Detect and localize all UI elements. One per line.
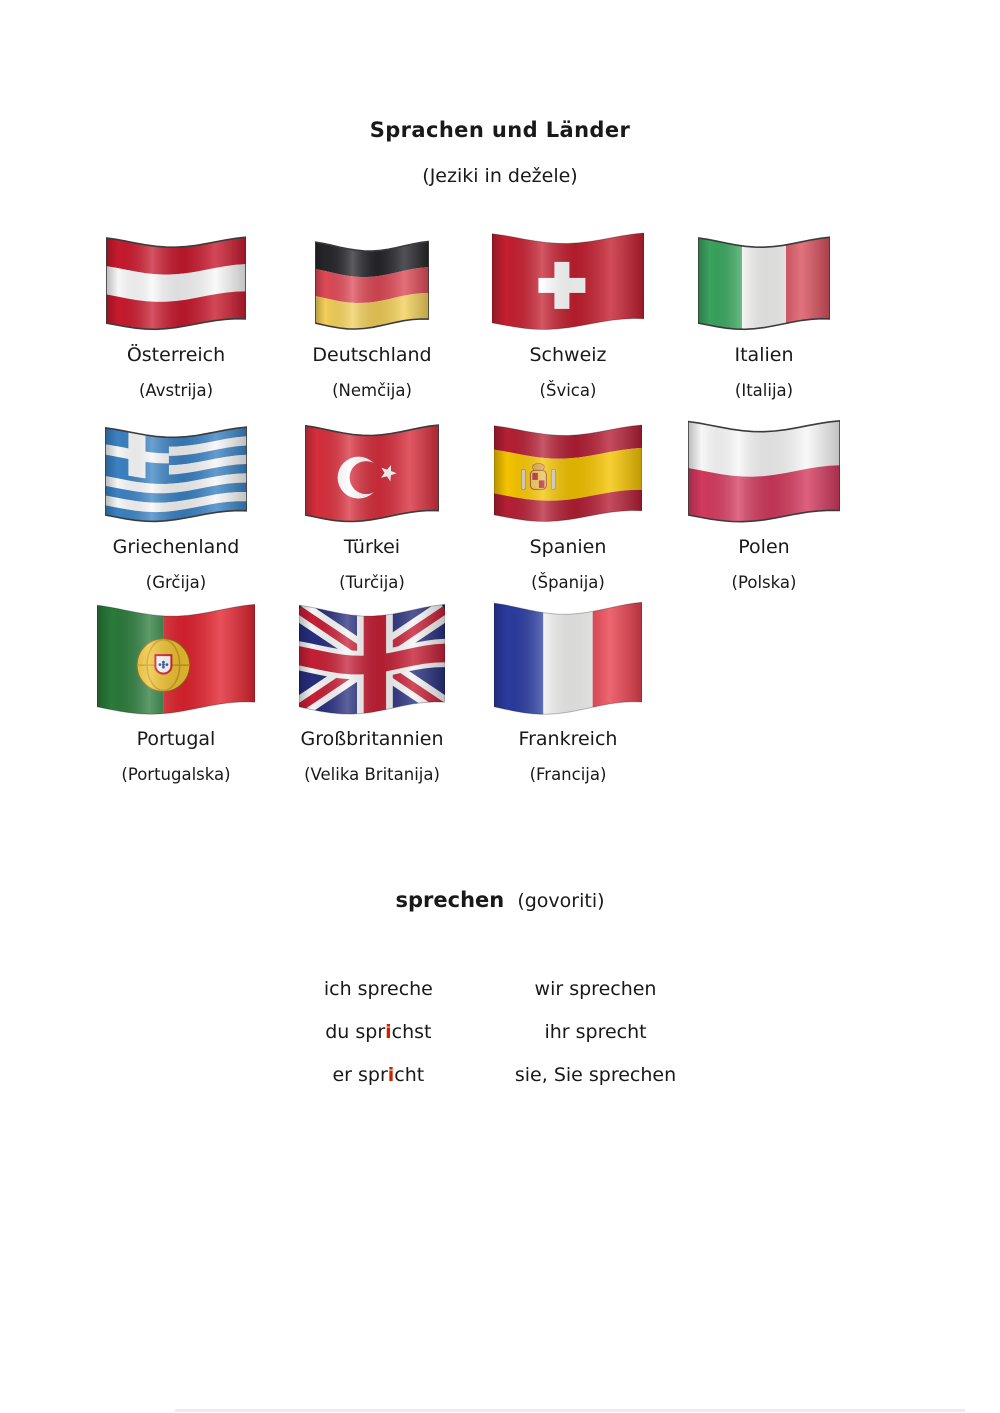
country-translation: (Španija) bbox=[531, 573, 605, 592]
country-card-turkey bbox=[274, 405, 470, 592]
page-title: Sprachen und Länder bbox=[369, 118, 631, 142]
flag-greece-image bbox=[105, 425, 247, 523]
conjugation-table bbox=[0, 968, 1000, 1097]
conjugation-line bbox=[515, 1011, 676, 1054]
country-card-portugal bbox=[78, 597, 274, 784]
verb-name: sprechen bbox=[395, 888, 505, 912]
country-card-switzerland bbox=[470, 213, 666, 400]
highlighted-letter: i bbox=[387, 1064, 395, 1086]
flag-greece bbox=[78, 405, 274, 523]
conjugation-text: chst bbox=[391, 1021, 432, 1043]
country-card-spain bbox=[470, 405, 666, 592]
country-translation: (Nemčija) bbox=[332, 381, 412, 400]
country-name: Portugal bbox=[136, 728, 216, 750]
country-name: Spanien bbox=[529, 536, 607, 558]
flag-france-image bbox=[494, 601, 642, 715]
countries-grid bbox=[78, 213, 878, 784]
cutoff-artifact bbox=[175, 1409, 965, 1412]
country-translation: (Polska) bbox=[731, 573, 797, 592]
conjugation-text: cht bbox=[394, 1064, 425, 1086]
verb-heading bbox=[0, 888, 1000, 912]
flag-turkey bbox=[274, 405, 470, 523]
flag-italy-image bbox=[698, 235, 830, 331]
country-name: Türkei bbox=[343, 536, 401, 558]
country-translation: (Avstrija) bbox=[138, 381, 214, 400]
country-row bbox=[78, 597, 878, 784]
flag-germany bbox=[274, 213, 470, 331]
country-translation: (Švica) bbox=[539, 381, 597, 400]
flag-spain bbox=[470, 405, 666, 523]
highlighted-letter: i bbox=[385, 1021, 392, 1043]
flag-switzerland-image bbox=[492, 231, 644, 331]
flag-poland bbox=[666, 405, 862, 523]
verb-translation: (govoriti) bbox=[517, 890, 605, 912]
country-card-italy bbox=[666, 213, 862, 400]
flag-switzerland bbox=[470, 213, 666, 331]
flag-portugal-image bbox=[97, 603, 255, 715]
conjugation-left bbox=[324, 968, 433, 1097]
conjugation-text: sie, Sie sprechen bbox=[514, 1064, 677, 1086]
country-card-austria bbox=[78, 213, 274, 400]
conjugation-line bbox=[515, 1054, 676, 1097]
country-translation: (Francija) bbox=[529, 765, 607, 784]
country-translation: (Velika Britanija) bbox=[304, 765, 440, 784]
flag-poland-image bbox=[688, 419, 840, 523]
flag-turkey-image bbox=[305, 423, 439, 523]
country-card-greece bbox=[78, 405, 274, 592]
country-name: Großbritannien bbox=[300, 728, 444, 750]
flag-italy bbox=[666, 213, 862, 331]
flag-austria bbox=[78, 213, 274, 331]
conjugation-line bbox=[324, 1011, 433, 1054]
flag-france bbox=[470, 597, 666, 715]
country-translation: (Grčija) bbox=[145, 573, 207, 592]
country-card-france bbox=[470, 597, 666, 784]
flag-uk bbox=[274, 597, 470, 715]
conjugation-line bbox=[515, 968, 676, 1011]
country-row bbox=[78, 213, 878, 400]
country-translation: (Turčija) bbox=[339, 573, 405, 592]
conjugation-right bbox=[515, 968, 676, 1097]
country-name: Deutschland bbox=[312, 344, 432, 366]
country-translation: (Portugalska) bbox=[121, 765, 231, 784]
country-card-uk bbox=[274, 597, 470, 784]
conjugation-text: ich spreche bbox=[323, 978, 433, 1000]
country-card-germany bbox=[274, 213, 470, 400]
country-name: Schweiz bbox=[529, 344, 607, 366]
flag-austria-image bbox=[106, 235, 246, 331]
conjugation-line bbox=[324, 968, 433, 1011]
country-name: Polen bbox=[738, 536, 790, 558]
page-subtitle: (Jeziki in dežele) bbox=[422, 165, 578, 187]
flag-portugal bbox=[78, 597, 274, 715]
country-name: Griechenland bbox=[112, 536, 240, 558]
country-row bbox=[78, 405, 878, 592]
flag-uk-image bbox=[299, 603, 445, 715]
country-card-poland bbox=[666, 405, 862, 592]
country-translation: (Italija) bbox=[734, 381, 794, 400]
conjugation-text: wir sprechen bbox=[534, 978, 657, 1000]
flag-germany-image bbox=[315, 239, 429, 331]
flag-spain-image bbox=[494, 423, 642, 523]
country-name: Österreich bbox=[126, 344, 226, 366]
country-name: Frankreich bbox=[518, 728, 618, 750]
conjugation-line bbox=[324, 1054, 433, 1097]
country-name: Italien bbox=[734, 344, 794, 366]
conjugation-text: er spr bbox=[332, 1064, 388, 1086]
conjugation-text: du spr bbox=[325, 1021, 386, 1043]
conjugation-text: ihr sprecht bbox=[544, 1021, 647, 1043]
